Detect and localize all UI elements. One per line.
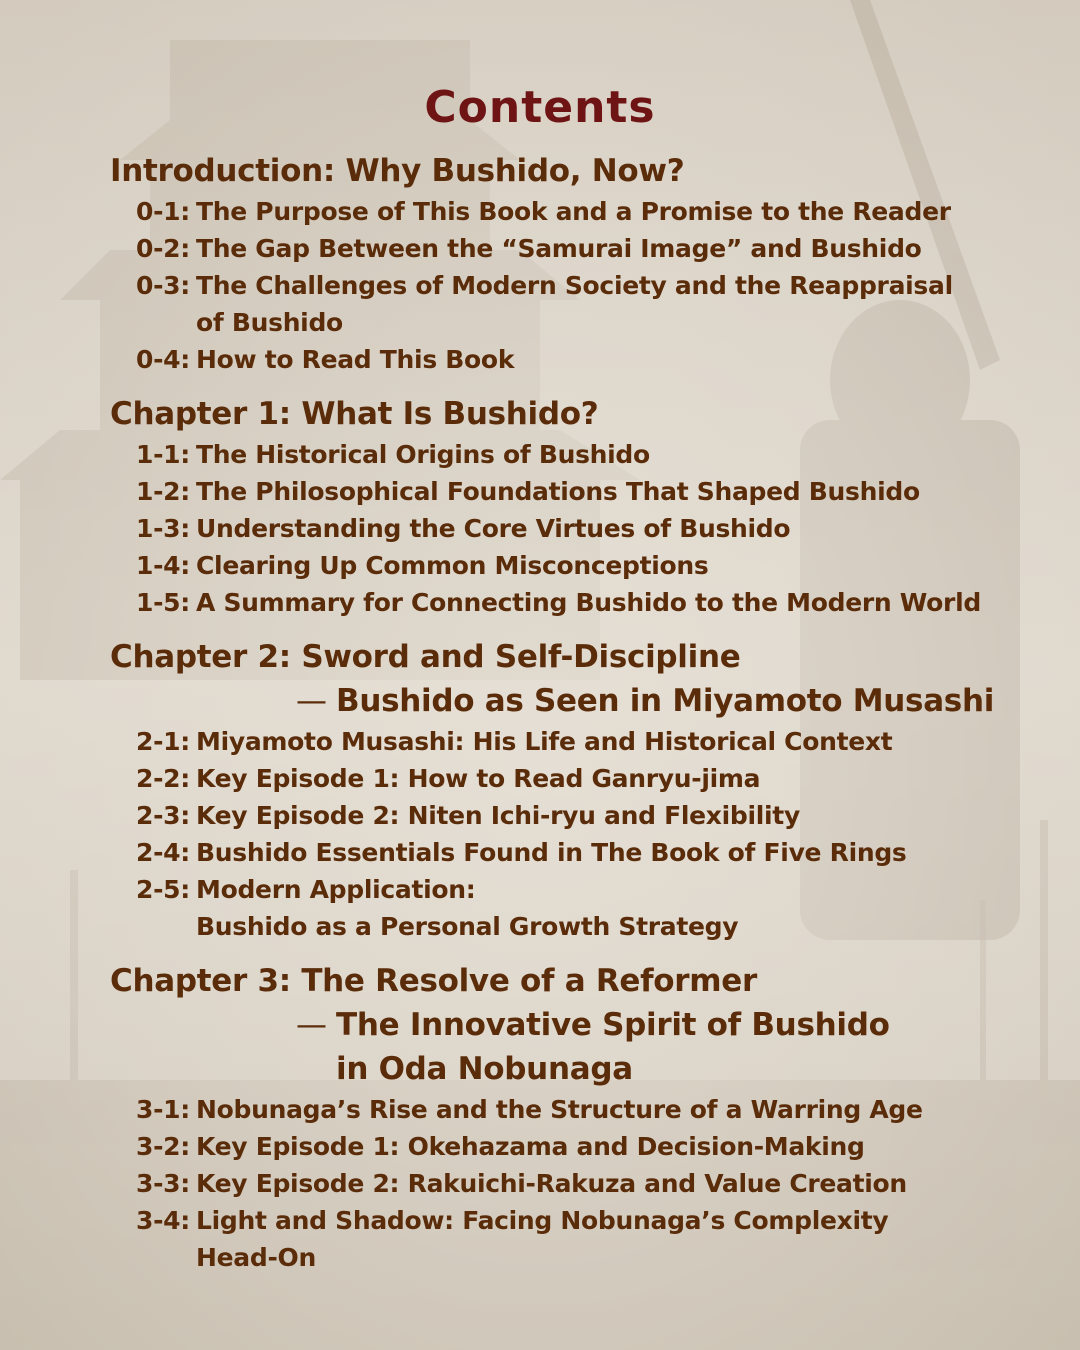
section-subtitle[interactable] bbox=[110, 1003, 1010, 1047]
item-number: 2-3: bbox=[136, 801, 190, 830]
item-number: 0-2: bbox=[136, 234, 190, 263]
toc-item[interactable] bbox=[110, 510, 1010, 547]
item-title: Key Episode 1: Okehazama and Decision-Making bbox=[196, 1132, 865, 1161]
item-title: The Gap Between the “Samurai Image” and Bushido bbox=[196, 234, 922, 263]
section-chapter-3 bbox=[110, 959, 1010, 1276]
item-title: Light and Shadow: Facing Nobunaga’s Complexity bbox=[196, 1206, 889, 1235]
item-title: The Purpose of This Book and a Promise to the Reader bbox=[196, 197, 951, 226]
item-number: 2-4: bbox=[136, 838, 190, 867]
item-number: 2-1: bbox=[136, 727, 190, 756]
item-title: Clearing Up Common Misconceptions bbox=[196, 551, 709, 580]
item-title: The Challenges of Modern Society and the Reappraisal bbox=[196, 271, 953, 300]
item-number: 2-5: bbox=[136, 875, 190, 904]
toc-item[interactable] bbox=[110, 584, 1010, 621]
item-title: Understanding the Core Virtues of Bushido bbox=[196, 514, 791, 543]
toc-item[interactable] bbox=[110, 1165, 1010, 1202]
item-title: Miyamoto Musashi: His Life and Historical Context bbox=[196, 727, 893, 756]
section-subtitle-continued: in Oda Nobunaga bbox=[336, 1051, 633, 1087]
item-number: 2-2: bbox=[136, 764, 190, 793]
section-heading[interactable]: Introduction: Why Bushido, Now? bbox=[110, 153, 685, 189]
toc-item[interactable] bbox=[110, 436, 1010, 473]
item-title: The Philosophical Foundations That Shaped Bushido bbox=[196, 477, 920, 506]
item-number: 0-1: bbox=[136, 197, 190, 226]
item-title: Bushido Essentials Found in The Book of Five Rings bbox=[196, 838, 907, 867]
section-heading[interactable]: Chapter 3: The Resolve of a Reformer bbox=[110, 963, 758, 999]
item-number: 3-2: bbox=[136, 1132, 190, 1161]
item-number: 0-3: bbox=[136, 271, 190, 300]
item-number: 3-4: bbox=[136, 1206, 190, 1235]
toc-item[interactable] bbox=[110, 267, 1010, 341]
section-chapter-1 bbox=[110, 392, 1010, 621]
subtitle-text: Bushido as Seen in Miyamoto Musashi bbox=[336, 683, 995, 719]
item-title: Nobunaga’s Rise and the Structure of a Warring Age bbox=[196, 1095, 923, 1124]
item-number: 3-3: bbox=[136, 1169, 190, 1198]
table-of-contents bbox=[110, 82, 1010, 1276]
section-introduction bbox=[110, 149, 1010, 378]
toc-item[interactable] bbox=[110, 1128, 1010, 1165]
item-title: Key Episode 2: Rakuichi-Rakuza and Value Creation bbox=[196, 1169, 907, 1198]
toc-item[interactable] bbox=[110, 1202, 1010, 1276]
toc-item[interactable] bbox=[110, 834, 1010, 871]
toc-item[interactable] bbox=[110, 760, 1010, 797]
item-number: 3-1: bbox=[136, 1095, 190, 1124]
item-number: 0-4: bbox=[136, 345, 190, 374]
toc-item[interactable] bbox=[110, 797, 1010, 834]
toc-item[interactable] bbox=[110, 547, 1010, 584]
toc-item[interactable] bbox=[110, 871, 1010, 945]
item-title: The Historical Origins of Bushido bbox=[196, 440, 650, 469]
dash-glyph: — bbox=[296, 1007, 327, 1043]
item-title-continued: of Bushido bbox=[196, 308, 343, 337]
section-heading[interactable]: Chapter 1: What Is Bushido? bbox=[110, 396, 599, 432]
section-subtitle[interactable] bbox=[110, 679, 1010, 723]
toc-item[interactable] bbox=[110, 193, 1010, 230]
page-title: Contents bbox=[424, 82, 656, 133]
item-title: Key Episode 2: Niten Ichi-ryu and Flexibility bbox=[196, 801, 800, 830]
toc-item[interactable] bbox=[110, 723, 1010, 760]
item-title-continued: Head-On bbox=[196, 1243, 316, 1272]
subtitle-text: The Innovative Spirit of Bushido bbox=[336, 1007, 890, 1043]
item-title: Key Episode 1: How to Read Ganryu-jima bbox=[196, 764, 761, 793]
item-title: How to Read This Book bbox=[196, 345, 515, 374]
item-title-continued: Bushido as a Personal Growth Strategy bbox=[196, 912, 739, 941]
item-number: 1-4: bbox=[136, 551, 190, 580]
item-number: 1-1: bbox=[136, 440, 190, 469]
toc-item[interactable] bbox=[110, 341, 1010, 378]
item-number: 1-2: bbox=[136, 477, 190, 506]
item-number: 1-3: bbox=[136, 514, 190, 543]
toc-item[interactable] bbox=[110, 473, 1010, 510]
item-number: 1-5: bbox=[136, 588, 190, 617]
toc-item[interactable] bbox=[110, 230, 1010, 267]
section-heading[interactable]: Chapter 2: Sword and Self-Discipline bbox=[110, 639, 741, 675]
item-title: Modern Application: bbox=[196, 875, 476, 904]
toc-item[interactable] bbox=[110, 1091, 1010, 1128]
item-title: A Summary for Connecting Bushido to the Modern World bbox=[196, 588, 981, 617]
dash-glyph: — bbox=[296, 683, 327, 719]
section-chapter-2 bbox=[110, 635, 1010, 945]
